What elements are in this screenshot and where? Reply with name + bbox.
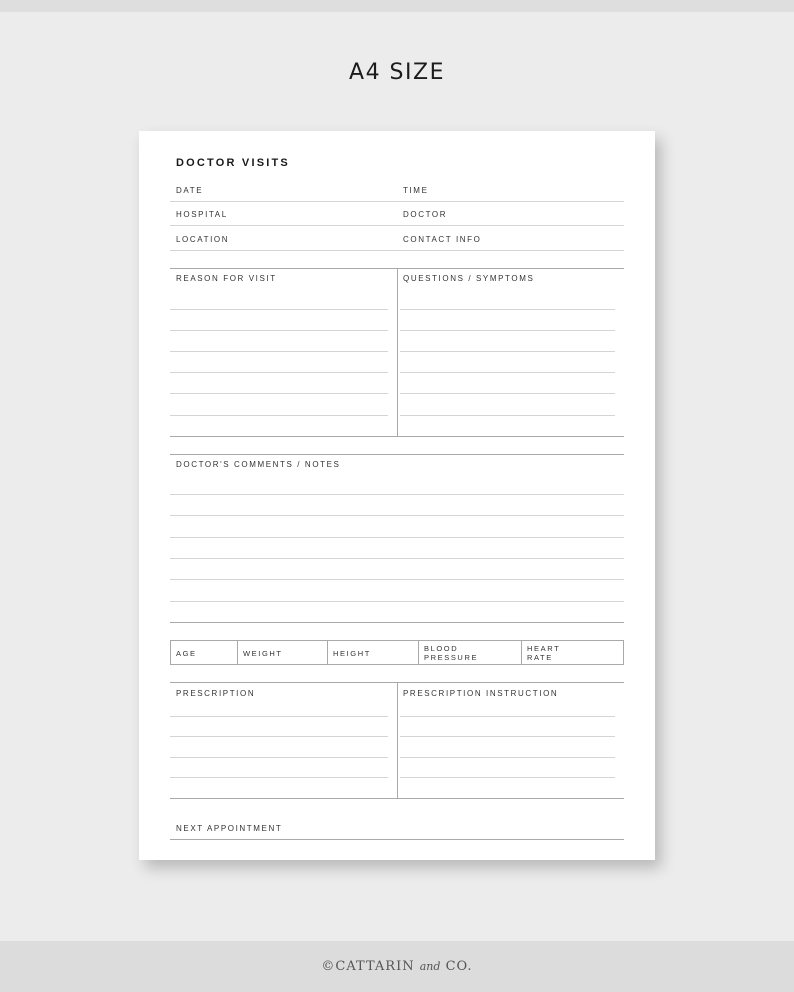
comments-line[interactable] [170, 558, 624, 559]
next-appointment-label: NEXT APPOINTMENT [176, 824, 283, 833]
doctors-comments-label: DOCTOR'S COMMENTS / NOTES [176, 460, 341, 469]
questions-symptoms-label: QUESTIONS / SYMPTOMS [403, 274, 535, 283]
reason-line[interactable] [170, 415, 388, 416]
questions-line[interactable] [400, 393, 615, 394]
brand-co: CO. [445, 959, 473, 974]
questions-line[interactable] [400, 330, 615, 331]
height-label: HEIGHT [333, 649, 371, 658]
weight-cell[interactable] [238, 641, 328, 664]
time-label: TIME [403, 186, 429, 195]
age-cell[interactable] [171, 641, 238, 664]
hospital-doctor-line[interactable] [170, 225, 624, 226]
comments-line[interactable] [170, 515, 624, 516]
questions-line[interactable] [400, 351, 615, 352]
doctor-label: DOCTOR [403, 210, 448, 219]
hospital-label: HOSPITAL [176, 210, 228, 219]
questions-line[interactable] [400, 309, 615, 310]
sheet-title: DOCTOR VISITS [176, 157, 290, 169]
reason-line[interactable] [170, 372, 388, 373]
prescription-instruction-line[interactable] [400, 757, 615, 758]
reason-for-visit-label: REASON FOR VISIT [176, 274, 277, 283]
date-label: DATE [176, 186, 204, 195]
date-time-line[interactable] [170, 201, 624, 202]
reason-block-divider [397, 268, 398, 437]
heart-rate-cell[interactable] [522, 641, 623, 664]
questions-line[interactable] [400, 372, 615, 373]
comments-block-top-border [170, 454, 624, 455]
reason-line[interactable] [170, 393, 388, 394]
heart-rate-label-line2: RATE [527, 653, 553, 662]
prescription-line[interactable] [170, 716, 388, 717]
vitals-table [170, 640, 624, 665]
prescription-instruction-line[interactable] [400, 716, 615, 717]
prescription-label: PRESCRIPTION [176, 689, 256, 698]
reason-line[interactable] [170, 351, 388, 352]
reason-line[interactable] [170, 309, 388, 310]
brand-name: ©CATTARIN [321, 959, 415, 974]
blood-pressure-label-line2: PRESSURE [424, 653, 479, 662]
questions-line[interactable] [400, 415, 615, 416]
prescription-line[interactable] [170, 777, 388, 778]
footer-bar [0, 941, 794, 992]
age-label: AGE [176, 649, 197, 658]
height-cell[interactable] [328, 641, 419, 664]
brand-and: and [419, 960, 441, 973]
comments-line[interactable] [170, 494, 624, 495]
heart-rate-label-line1: HEART [527, 644, 561, 653]
prescription-block-bottom-border [170, 798, 624, 799]
top-strip [0, 0, 794, 12]
reason-line[interactable] [170, 330, 388, 331]
comments-block-bottom-border [170, 622, 624, 623]
prescription-instruction-line[interactable] [400, 777, 615, 778]
blood-pressure-cell[interactable] [419, 641, 522, 664]
comments-line[interactable] [170, 579, 624, 580]
reason-block-bottom-border [170, 436, 624, 437]
contact-info-label: CONTACT INFO [403, 235, 482, 244]
blood-pressure-label-line1: BLOOD [424, 644, 459, 653]
prescription-instruction-label: PRESCRIPTION INSTRUCTION [403, 689, 559, 698]
comments-line[interactable] [170, 601, 624, 602]
comments-line[interactable] [170, 537, 624, 538]
page-heading: A4 SIZE [349, 60, 445, 85]
next-appointment-line[interactable] [170, 839, 624, 840]
weight-label: WEIGHT [243, 649, 283, 658]
prescription-instruction-line[interactable] [400, 736, 615, 737]
prescription-line[interactable] [170, 736, 388, 737]
prescription-line[interactable] [170, 757, 388, 758]
brand-logo [321, 959, 472, 974]
location-contact-line[interactable] [170, 250, 624, 251]
doctor-visits-sheet [139, 131, 655, 860]
location-label: LOCATION [176, 235, 230, 244]
prescription-block-divider [397, 682, 398, 799]
